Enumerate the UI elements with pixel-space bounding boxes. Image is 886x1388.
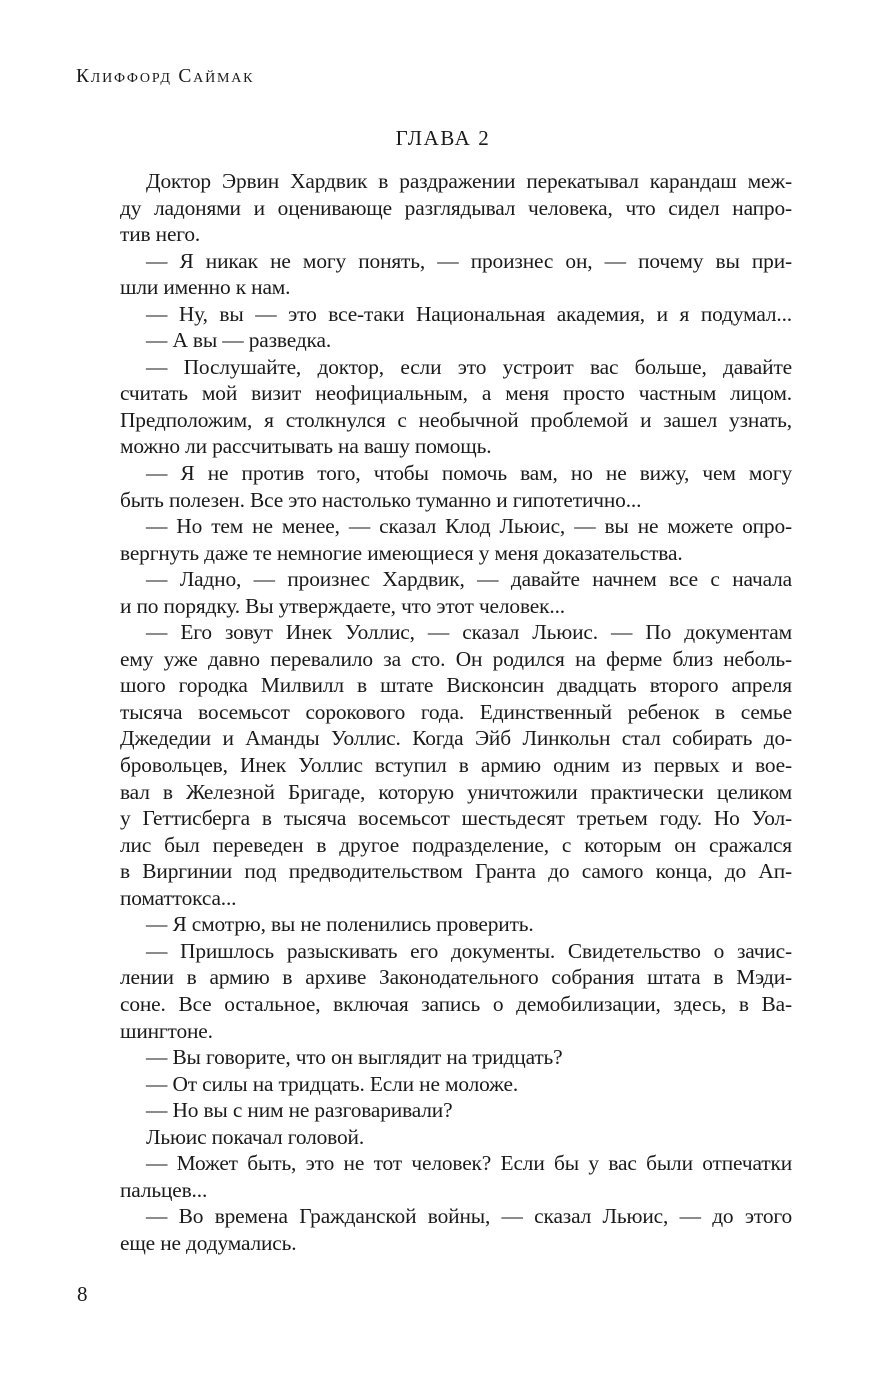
text-line-content: — Его зовут Инек Уоллис, — сказал Льюис. — По документам — [146, 620, 792, 645]
text-line-content: ду ладонями и оценивающе разглядывал человека, что сидел напро- — [120, 195, 792, 220]
text-line-content: и по порядку. Вы утверждаете, что этот человек... — [120, 593, 565, 618]
text-line — [120, 1177, 792, 1204]
text-line-content: шого городка Милвилл в штате Висконсин двадцать второго апреля — [120, 673, 792, 698]
text-line-content: — Ну, вы — это все-таки Национальная академия, и я подумал... — [146, 301, 792, 326]
text-line-content: вергнуть даже те немногие имеющиеся у меня доказательства. — [120, 540, 683, 565]
text-line — [120, 779, 792, 806]
text-line-content: — Я не против того, чтобы помочь вам, но не вижу, чем могу — [146, 461, 792, 486]
text-line — [120, 248, 792, 275]
text-line — [120, 619, 792, 646]
text-line-content: Доктор Эрвин Хардвик в раздражении перекатывал карандаш меж- — [146, 169, 792, 193]
text-line-content: — От силы на тридцать. Если не моложе. — [146, 1071, 519, 1096]
text-line — [120, 1230, 792, 1257]
text-line-content: бровольцев, Инек Уоллис вступил в армию одним из первых и вое- — [120, 753, 792, 778]
text-line-content: у Геттисберга в тысяча восемьсот шестьдесят третьем году. Но Уол- — [120, 806, 792, 831]
text-line-content: быть полезен. Все это настолько туманно и гипотетично... — [120, 487, 642, 512]
running-head: Клиффорд Саймак — [76, 66, 255, 87]
text-line — [120, 380, 792, 407]
text-line-content: — Вы говорите, что он выглядит на тридцать? — [146, 1045, 563, 1070]
text-line — [120, 699, 792, 726]
text-line-content: поматтокса... — [120, 885, 237, 910]
text-line — [120, 725, 792, 752]
text-line — [120, 991, 792, 1018]
text-line — [120, 327, 792, 354]
text-line — [120, 1150, 792, 1177]
text-line-content: — Послушайте, доктор, если это устроит вас больше, давайте — [146, 354, 792, 379]
text-line-content: Джедедии и Аманды Уоллис. Когда Эйб Линкольн стал собирать до- — [120, 726, 792, 751]
text-line — [120, 540, 792, 567]
text-line — [120, 911, 792, 938]
body-text — [120, 168, 792, 1256]
page-number: 8 — [77, 1282, 88, 1306]
text-line-content: Предположим, я столкнулся с необычной проблемой и зашел узнать, — [120, 407, 792, 432]
text-line — [120, 1097, 792, 1124]
text-line — [120, 354, 792, 381]
text-line-content: тысяча восемьсот сорокового года. Единственный ребенок в семье — [120, 699, 792, 724]
text-line — [120, 168, 792, 195]
text-line — [120, 1071, 792, 1098]
text-line-content: — Может быть, это не тот человек? Если бы у вас были отпечатки — [146, 1151, 792, 1176]
text-line — [120, 407, 792, 434]
text-line — [120, 433, 792, 460]
text-line — [120, 274, 792, 301]
text-line-content: ему уже давно перевалило за сто. Он родился на ферме близ неболь- — [120, 646, 792, 671]
text-line-content: лении в армию в архиве Законодательного собрания штата в Мэди- — [120, 965, 792, 990]
text-line — [120, 487, 792, 514]
text-line-content: вал в Железной Бригаде, которую уничтожили практически целиком — [120, 779, 792, 804]
text-line — [120, 832, 792, 859]
text-line — [120, 1203, 792, 1230]
text-line-content: соне. Все остальное, включая запись о демобилизации, здесь, в Ва- — [120, 991, 792, 1016]
text-line-content: — А вы — разведка. — [146, 328, 332, 353]
text-line-content: можно ли рассчитывать на вашу помощь. — [120, 434, 492, 459]
text-line — [120, 805, 792, 832]
text-line-content: в Виргинии под предводительством Гранта до самого конца, до Ап- — [120, 859, 792, 884]
text-line-content: — Во времена Гражданской войны, — сказал Льюис, — до этого — [146, 1204, 792, 1229]
text-line — [120, 938, 792, 965]
text-line — [120, 858, 792, 885]
text-line-content: пальцев... — [120, 1177, 208, 1202]
text-line — [120, 301, 792, 328]
text-line-content: лис был переведен в другое подразделение, с которым он сражался — [120, 832, 792, 857]
text-line — [120, 1124, 792, 1151]
text-line-content: — Я никак не могу понять, — произнес он, — почему вы при- — [146, 248, 792, 273]
text-line-content: шли именно к нам. — [120, 275, 291, 300]
text-line-content: — Я смотрю, вы не поленились проверить. — [146, 912, 534, 937]
text-line — [120, 221, 792, 248]
text-line-content: тив него. — [120, 222, 201, 247]
text-line-content: — Но тем не менее, — сказал Клод Льюис, — вы не можете опро- — [146, 514, 792, 539]
text-line-content: Льюис покачал головой. — [146, 1124, 365, 1149]
text-line-content: — Ладно, — произнес Хардвик, — давайте начнем все с начала — [146, 567, 792, 592]
text-line — [120, 1018, 792, 1045]
text-line-content: считать мой визит неофициальным, а меня просто частным лицом. — [120, 381, 792, 406]
text-line — [120, 885, 792, 912]
text-line-content: шингтоне. — [120, 1018, 213, 1043]
text-line — [120, 964, 792, 991]
text-line — [120, 1044, 792, 1071]
text-line — [120, 566, 792, 593]
text-line-content: — Пришлось разыскивать его документы. Свидетельство о зачис- — [146, 938, 792, 963]
text-line — [120, 593, 792, 620]
text-line — [120, 513, 792, 540]
text-line-content: — Но вы с ним не разговаривали? — [146, 1098, 453, 1123]
text-line — [120, 460, 792, 487]
text-line-content: еще не додумались. — [120, 1230, 297, 1255]
text-line — [120, 646, 792, 673]
chapter-title: ГЛАВА 2 — [395, 126, 491, 150]
text-line — [120, 672, 792, 699]
text-line — [120, 752, 792, 779]
text-line — [120, 195, 792, 222]
